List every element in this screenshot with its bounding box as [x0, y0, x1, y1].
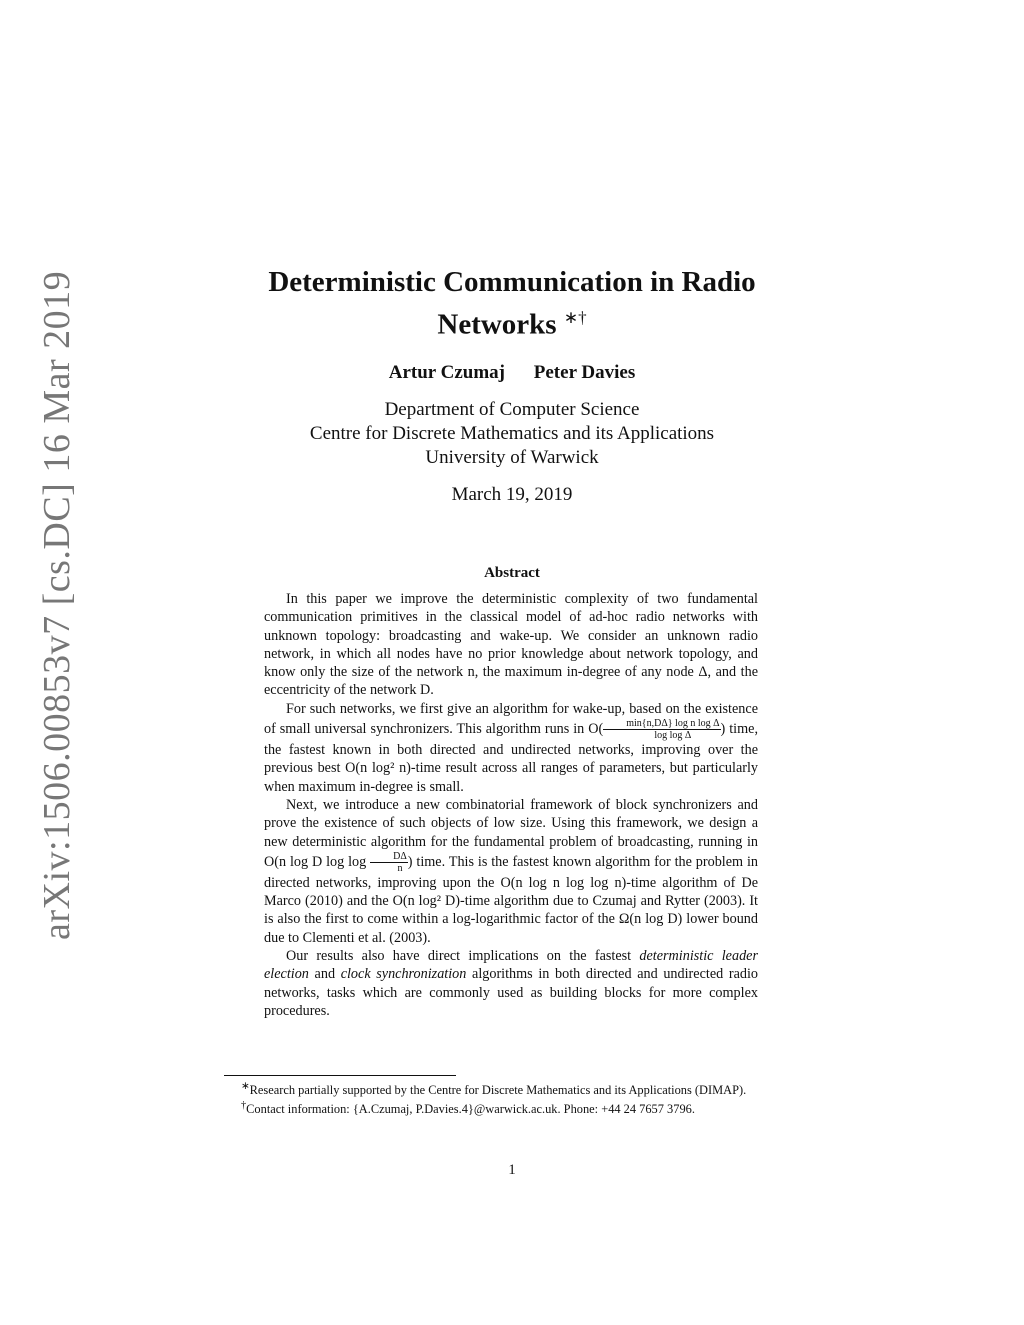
abstract-paragraph-1: In this paper we improve the deterministic complexity of two fundamental communication primitives in the classical model of ad-hoc radio networks with unknown topology: broadcasting and wake-up. We consider an unknown radio network, in which all nodes have no prior knowledge about network topology, and know only the size of the network n, the maximum in-degree of any node Δ, and the eccentricity of the network D.	[264, 591, 758, 699]
abstract-heading: Abstract	[484, 565, 540, 581]
footnote-2: †Contact information: {A.Czumaj, P.Davies.4}@warwick.ac.uk. Phone: +44 24 7657 3796.	[241, 1100, 695, 1117]
page-number: 1	[508, 1162, 516, 1178]
fraction: $\frac{D\Delta}{n}$	[370, 851, 408, 874]
footnotes	[224, 1079, 804, 1117]
author-list	[160, 362, 864, 384]
affiliation-block	[160, 398, 864, 470]
title-line-2: Networks ∗†	[437, 308, 587, 341]
paper-title	[160, 264, 864, 343]
affiliation-line: Department of Computer Science	[384, 399, 640, 420]
title-footnote-marks: ∗†	[563, 308, 587, 327]
fraction: $\frac{\text{min\{n,DΔ\} log n log Δ}}{\text{log log Δ}}$	[603, 718, 720, 741]
abstract-paragraph-4: Our results also have direct implications on the fastest deterministic leader election and clock synchronization algorithms in both directed and undirected radio networks, tasks which are commonly used as building blocks for more complex procedures.	[264, 948, 758, 1019]
footnote-rule	[224, 1075, 456, 1076]
footnote-1: ∗Research partially supported by the Centre for Discrete Mathematics and its Applications (DIMAP).	[241, 1081, 747, 1098]
abstract-body	[264, 590, 758, 1020]
author-name: Peter Davies	[533, 362, 636, 383]
abstract-paragraph-2: For such networks, we first give an algorithm for wake-up, based on the existence of small universal synchronizers. This algorithm runs in O( $\frac{\text{min\{n,DΔ\} log n log Δ}}{\text{log log Δ}}$ ) time, the fastest known in both directed and undirected networks, improving over the previous best O(n log² n)-time result across all ranges of parameters, but particularly when maximum in-degree is small.	[264, 700, 758, 795]
author-name: Artur Czumaj	[388, 362, 506, 383]
affiliation-line: Centre for Discrete Mathematics and its Applications	[309, 423, 715, 444]
title-line-1: Deterministic Communication in Radio	[268, 266, 756, 298]
affiliation-line: University of Warwick	[425, 447, 599, 468]
paper-date: March 19, 2019	[451, 484, 573, 505]
abstract-paragraph-3: Next, we introduce a new combinatorial framework of block synchronizers and prove the existence of such objects of low size. Using this framework, we design a new deterministic algorithm for the fundamental problem of broadcasting, running in O(n log D log log $\frac{D\Delta}{n}$ ) time. This is the fastest known algorithm for the problem in directed networks, improving upon the O(n log n log log n)-time algorithm of De Marco (2010) and the O(n log² D)-time algorithm due to Czumaj and Rytter (2003). It is also the first to come within a log-logarithmic factor of the Ω(n log D) lower bound due to Clementi et al. (2003).	[264, 796, 758, 946]
arxiv-identifier-stamp: arXiv:1506.00853v7 [cs.DC] 16 Mar 2019	[36, 270, 78, 940]
